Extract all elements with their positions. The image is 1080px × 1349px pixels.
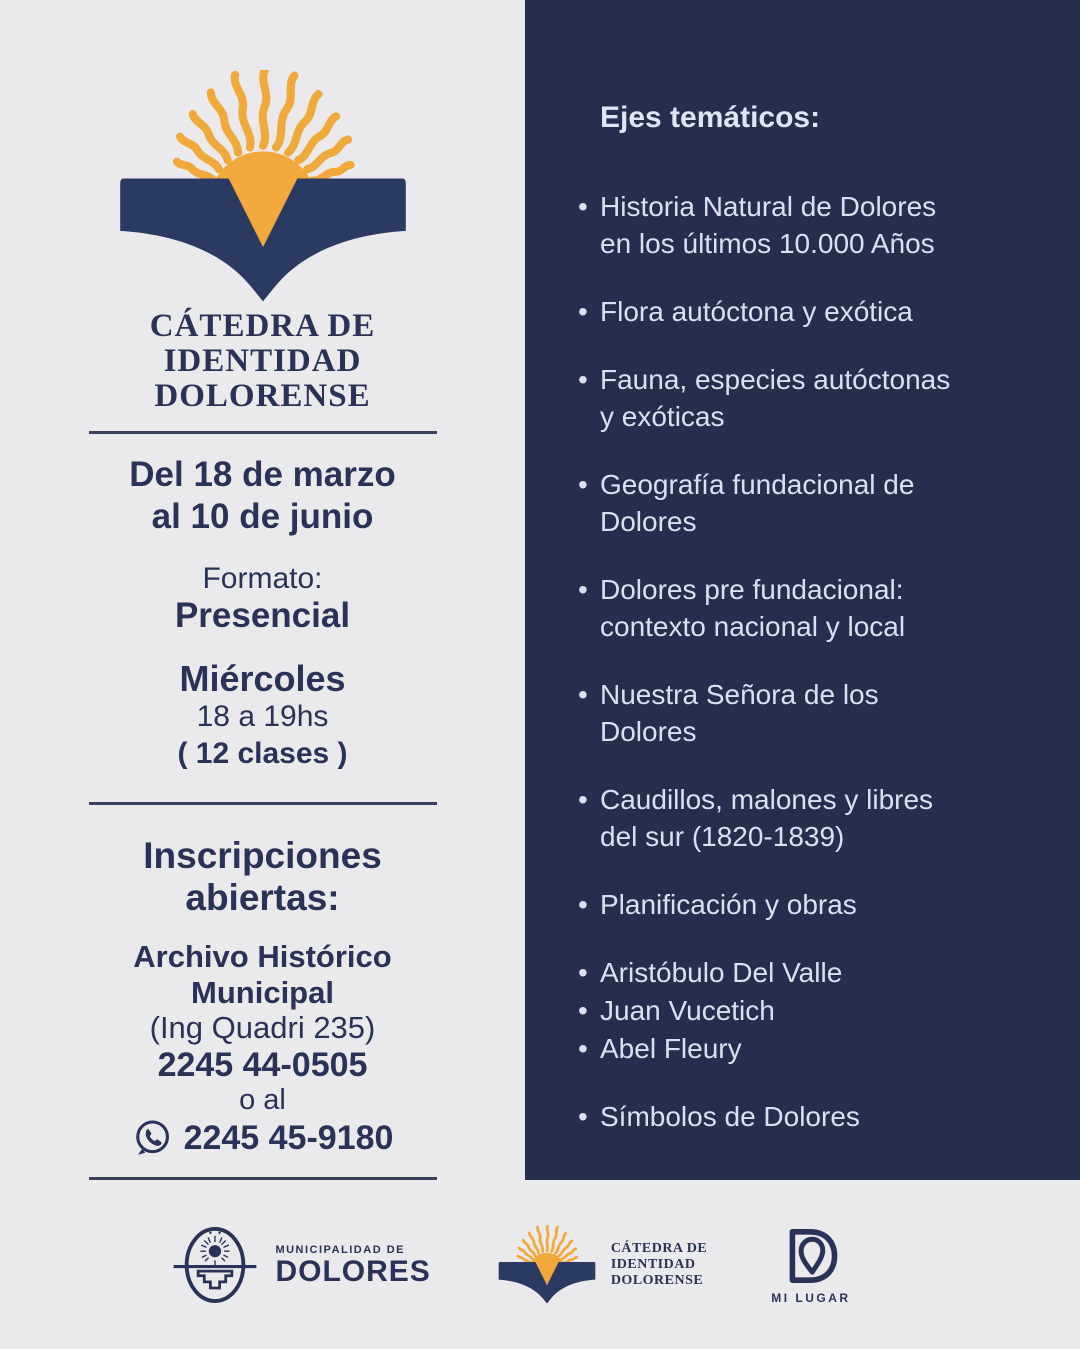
municipality-large-text: DOLORES [275,1254,431,1288]
theme-item: • Símbolos de Dolores [578,1098,1060,1135]
format-label: Formato: [202,562,323,595]
poster-title [0,309,525,414]
whatsapp-phone-row [0,1117,525,1159]
theme-item: • Historia Natural de Dolores en los últimos 10.000 Años [578,188,1060,262]
mi-lugar-logo [771,1225,850,1305]
classes-count: ( 12 clases ) [177,737,348,770]
enrollment-heading-line: Inscripciones [143,835,382,876]
mi-lugar-text: MI LUGAR [771,1290,851,1305]
divider-line [89,802,437,805]
theme-item: • Aristóbulo Del Valle [578,954,1060,991]
course-dates [0,454,525,538]
phone-connector: o al [239,1084,286,1116]
catedra-footer-logo [495,1225,707,1305]
municipality-logo [169,1219,430,1311]
municipal-crest-icon [169,1219,261,1311]
footer-logos [0,1180,1080,1349]
enrollment-heading-line: abiertas: [185,877,340,918]
municipality-small-text: MUNICIPALIDAD DE [275,1243,405,1256]
theme-item: • Abel Fleury [578,1030,1060,1067]
venue-name [0,939,525,1011]
theme-item: • Caudillos, malones y libres del sur (1820-1839) [578,781,1060,855]
title-line: CÁTEDRA DE [149,308,376,344]
venue-address: (Ing Quadri 235) [149,1010,376,1045]
theme-item: • Nuestra Señora de los Dolores [578,676,1060,750]
theme-item: • Juan Vucetich [578,992,1060,1029]
themes-panel [525,0,1080,1180]
theme-item: • Geografía fundacional de Dolores [578,466,1060,540]
enrollment-heading [0,835,525,919]
sun-book-logo-icon [495,1225,599,1305]
theme-item: • Planificación y obras [578,886,1060,923]
divider-line [89,431,437,434]
left-column [0,0,525,1188]
phone-primary: 2245 44-0505 [157,1046,368,1084]
phone-whatsapp: 2245 45-9180 [183,1118,394,1157]
schedule-day: Miércoles [179,658,346,699]
format-value: Presencial [174,596,351,635]
theme-item: • Flora autóctona y exótica [578,293,1060,330]
catedra-footer-text: CÁTEDRA DE IDENTIDAD DOLORENSE [610,1240,708,1288]
theme-item: • Fauna, especies autóctonas y exóticas [578,361,1060,435]
date-line: Del 18 de marzo [129,455,396,494]
themes-heading: Ejes temáticos: [600,101,821,134]
venue-line: Archivo Histórico [133,939,392,974]
themes-list [525,188,1080,1135]
schedule-time: 18 a 19hs [196,700,329,733]
date-line: al 10 de junio [151,497,374,536]
sun-book-logo-icon [98,70,428,305]
venue-line: Municipal [191,975,334,1010]
whatsapp-icon [132,1118,172,1158]
municipality-text [275,1243,430,1287]
theme-item: • Dolores pre fundacional: contexto nacional y local [578,571,1060,645]
d-location-pin-icon [780,1225,842,1287]
title-line: DOLORENSE [154,378,371,414]
title-line: IDENTIDAD [163,343,362,379]
